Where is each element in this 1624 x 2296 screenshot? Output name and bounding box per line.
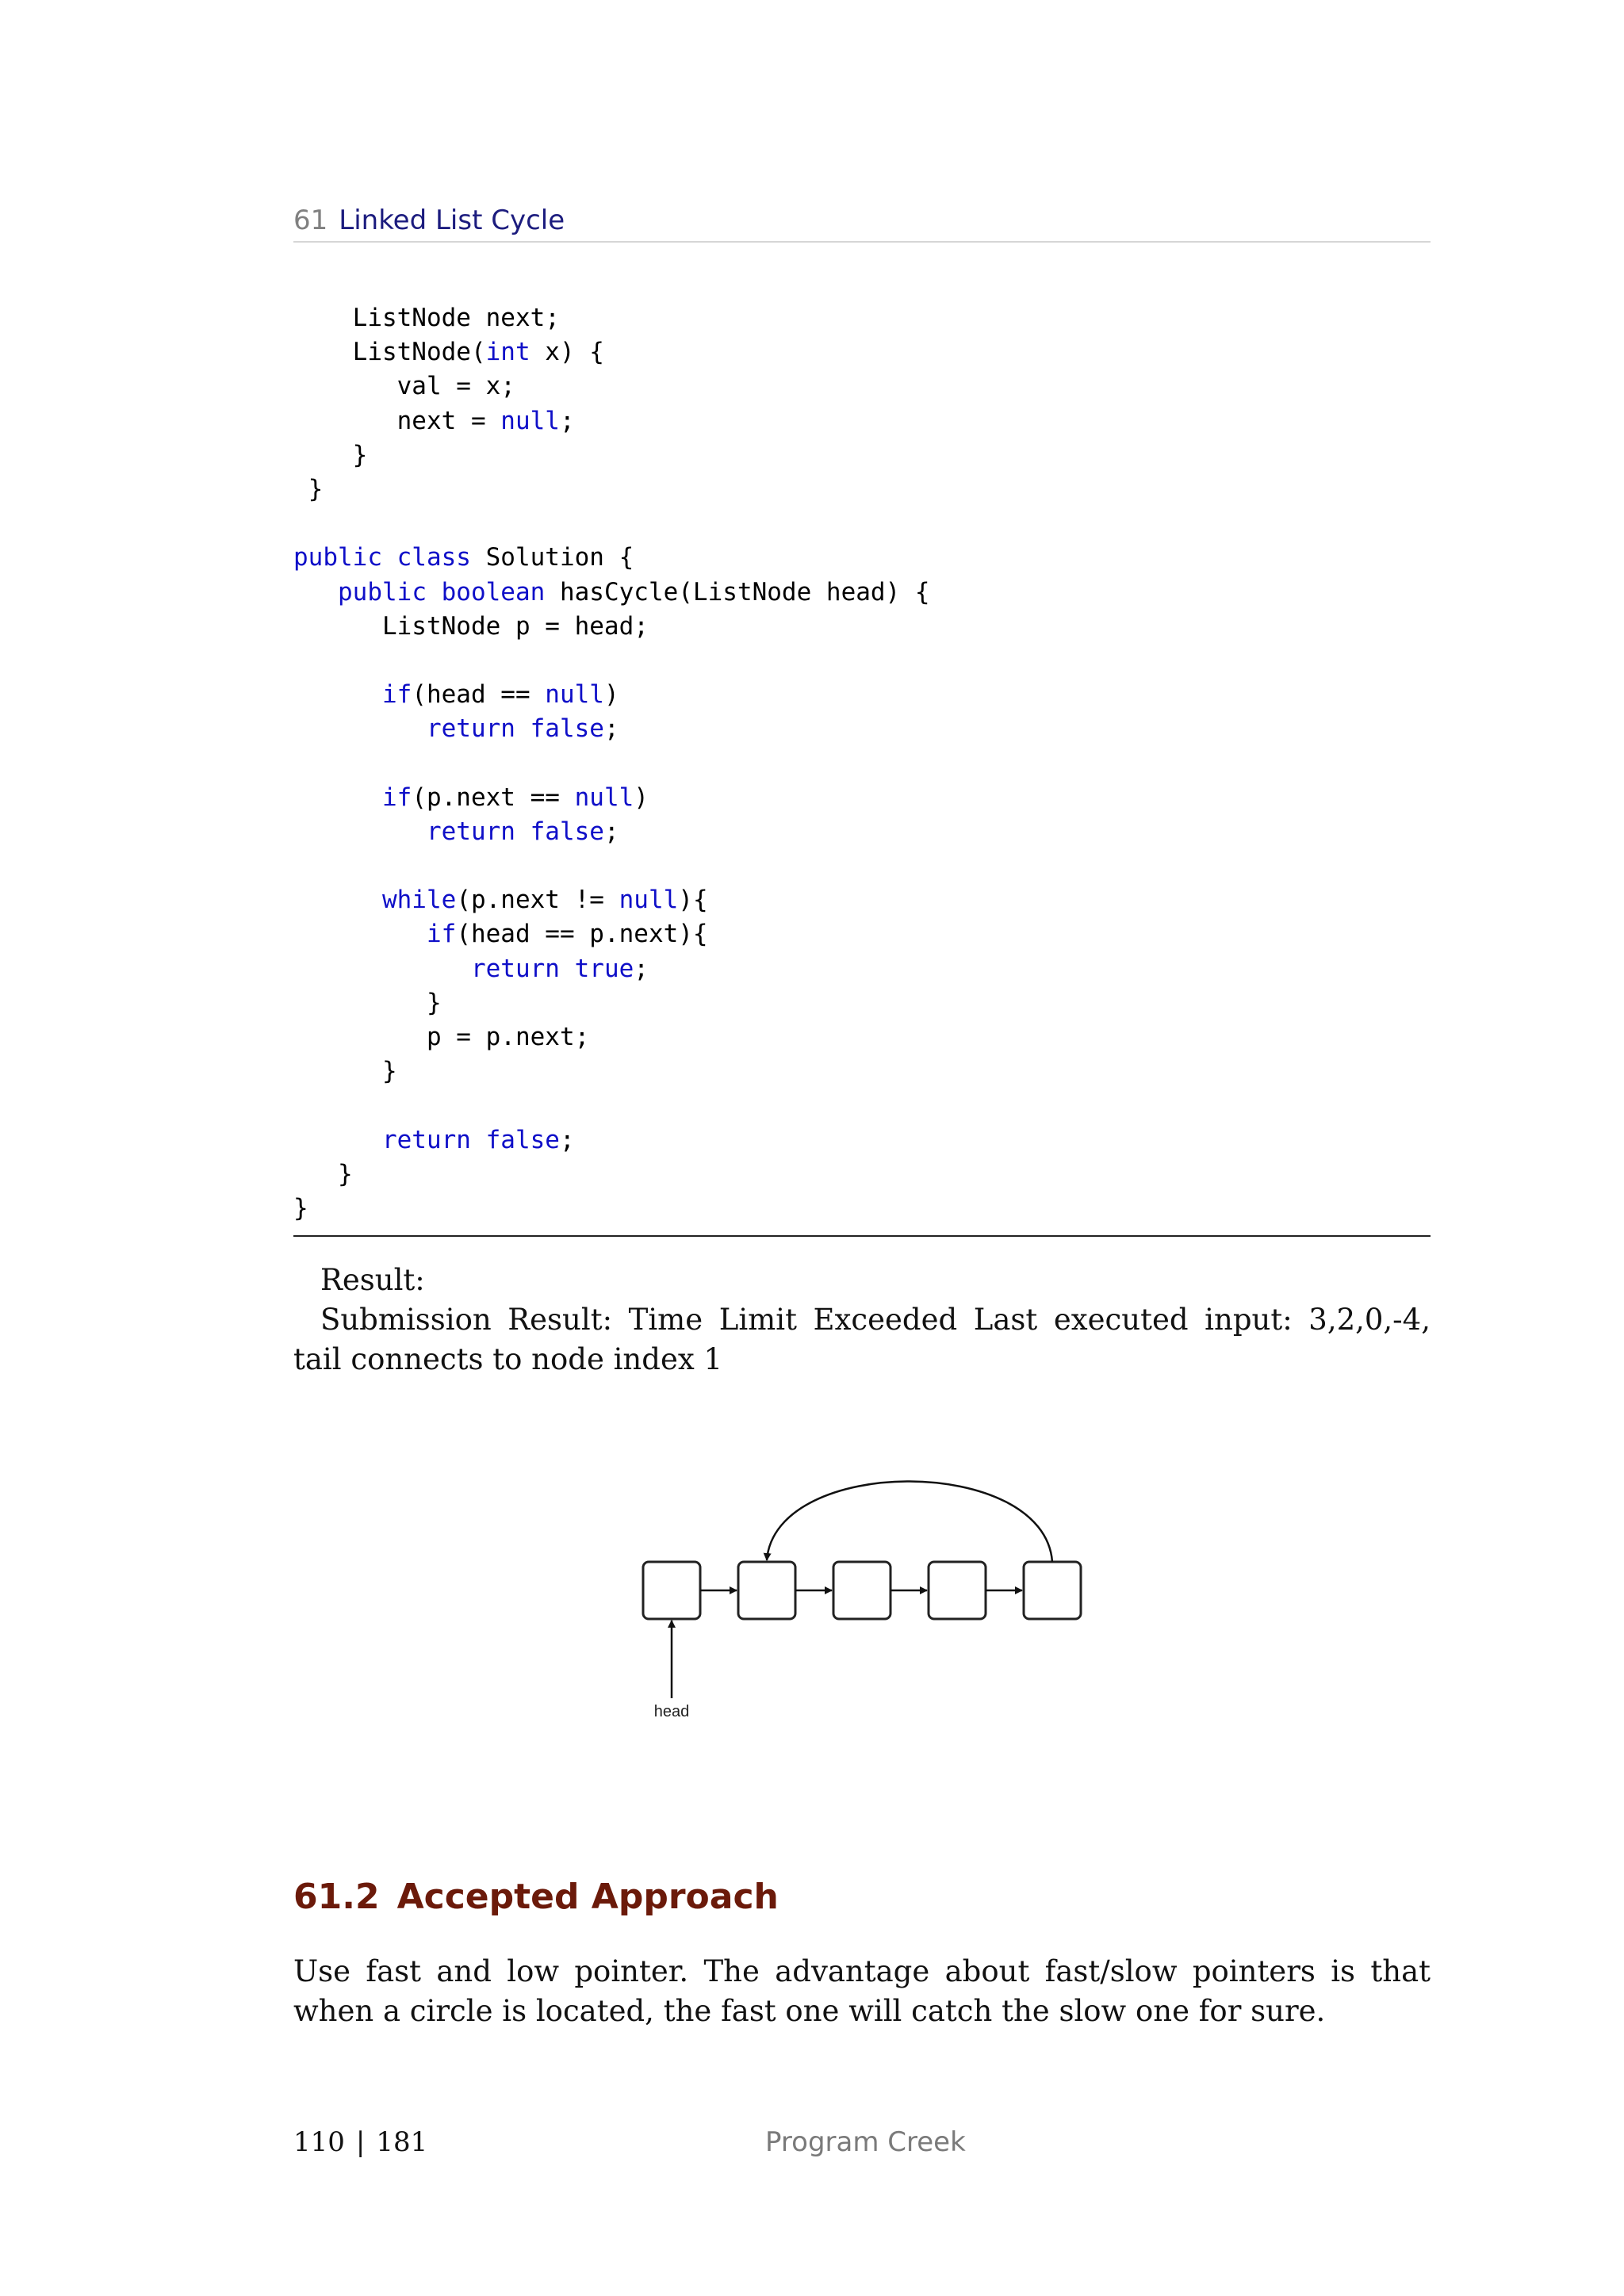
- total-pages: 181: [376, 2126, 428, 2158]
- code-line: [293, 541, 1431, 575]
- code-keyword: public class: [293, 543, 471, 572]
- code-text: next =: [293, 406, 501, 435]
- code-keyword: if: [381, 680, 412, 710]
- code-text: }: [293, 474, 324, 503]
- section-title: Accepted Approach: [396, 1877, 779, 1917]
- code-text: [293, 920, 427, 948]
- code-text: ): [634, 783, 649, 812]
- code-keyword: null: [500, 406, 560, 435]
- code-line: [293, 576, 1431, 610]
- code-text: }: [293, 1159, 353, 1188]
- code-line: [293, 849, 1431, 883]
- code-text: (p.next !=: [456, 886, 619, 915]
- code-line: [293, 712, 1431, 746]
- code-line: [293, 404, 1431, 438]
- code-keyword: return true: [470, 954, 634, 983]
- code-line: [293, 952, 1431, 986]
- code-text: }: [293, 1057, 397, 1086]
- code-line: [293, 917, 1431, 951]
- linked-list-cycle-diagram: [619, 1459, 1094, 1728]
- code-text: }: [293, 988, 442, 1017]
- section-number: 61.2: [293, 1877, 380, 1917]
- code-line: [293, 1089, 1431, 1123]
- code-text: [293, 783, 382, 812]
- code-text: ;: [603, 714, 619, 744]
- section-body: Use fast and low pointer. The advantage about fast/slow pointers is that when a circle is located, the fast one will catch the slow one for sure.: [293, 1954, 1431, 2028]
- code-text: [293, 817, 427, 846]
- code-line: [293, 883, 1431, 917]
- code-text: Solution {: [470, 543, 634, 572]
- code-text: ): [603, 680, 619, 710]
- code-line: [293, 1158, 1431, 1192]
- code-text: val = x;: [293, 372, 515, 401]
- code-text: ;: [603, 817, 619, 846]
- code-text: ;: [559, 1125, 575, 1154]
- code-line: [293, 644, 1431, 678]
- code-text: x) {: [530, 338, 604, 367]
- code-text: }: [293, 440, 368, 469]
- code-line: [293, 986, 1431, 1020]
- code-text: ListNode p = head;: [293, 611, 649, 641]
- code-keyword: return false: [381, 1125, 560, 1154]
- code-line: [293, 1054, 1431, 1089]
- code-text: (p.next ==: [412, 783, 575, 812]
- code-keyword: public boolean: [338, 577, 546, 607]
- current-page: 110: [293, 2126, 345, 2158]
- cycle-arrow: [767, 1481, 1052, 1562]
- list-node: [929, 1562, 986, 1619]
- code-line: [293, 335, 1431, 369]
- result-label: Result:: [320, 1263, 425, 1297]
- footer-brand: Program Creek: [765, 2126, 966, 2158]
- code-text: hasCycle(ListNode head) {: [545, 577, 930, 607]
- code-text: ListNode next;: [293, 304, 560, 332]
- code-text: [293, 714, 427, 743]
- code-text: [293, 955, 471, 983]
- code-text: }: [293, 1193, 308, 1223]
- section-heading: [293, 1873, 779, 1921]
- code-line: [293, 473, 1431, 507]
- code-line: [293, 1192, 1431, 1226]
- code-keyword: null: [545, 680, 604, 710]
- code-line: [293, 815, 1431, 849]
- running-header: [293, 203, 1431, 243]
- code-text: ){: [678, 886, 708, 915]
- code-keyword: null: [574, 783, 634, 812]
- code-text: ListNode(: [293, 338, 486, 367]
- code-line: [293, 1020, 1431, 1054]
- code-text: (head ==: [412, 680, 546, 710]
- code-text: [293, 680, 382, 709]
- result-text: Submission Result: Time Limit Exceeded Last executed input: 3,2,0,-4, tail connects to node index 1: [293, 1303, 1431, 1376]
- code-text: [293, 578, 338, 607]
- code-text: (head == p.next){: [456, 920, 708, 949]
- code-line: [293, 301, 1431, 335]
- code-bottom-rule: [293, 1235, 1431, 1237]
- result-block: [293, 1261, 1431, 1380]
- code-keyword: null: [619, 886, 679, 915]
- code-keyword: while: [381, 886, 457, 915]
- list-node: [1024, 1562, 1081, 1619]
- code-keyword: return false: [426, 714, 604, 744]
- code-line: [293, 746, 1431, 780]
- code-keyword: if: [426, 920, 457, 949]
- code-line: [293, 507, 1431, 541]
- list-node: [738, 1562, 795, 1619]
- page-number: [293, 2125, 427, 2160]
- chapter-number: 61: [293, 205, 328, 236]
- code-text: [293, 886, 382, 914]
- list-node: [833, 1562, 891, 1619]
- code-line: [293, 1123, 1431, 1158]
- code-keyword: if: [381, 783, 412, 812]
- code-line: [293, 438, 1431, 473]
- code-text: ;: [559, 406, 575, 435]
- page-separator: |: [355, 2126, 366, 2158]
- code-line: [293, 610, 1431, 644]
- code-line: [293, 369, 1431, 404]
- code-line: [293, 781, 1431, 815]
- head-label: head: [653, 1703, 690, 1720]
- code-listing: [293, 301, 1431, 1226]
- code-text: [293, 1126, 382, 1154]
- code-line: [293, 678, 1431, 712]
- chapter-title: Linked List Cycle: [339, 205, 565, 236]
- code-keyword: return false: [426, 817, 604, 846]
- list-node: [643, 1562, 700, 1619]
- code-text: ;: [634, 954, 649, 983]
- code-text: p = p.next;: [293, 1022, 590, 1051]
- code-keyword: int: [485, 338, 530, 367]
